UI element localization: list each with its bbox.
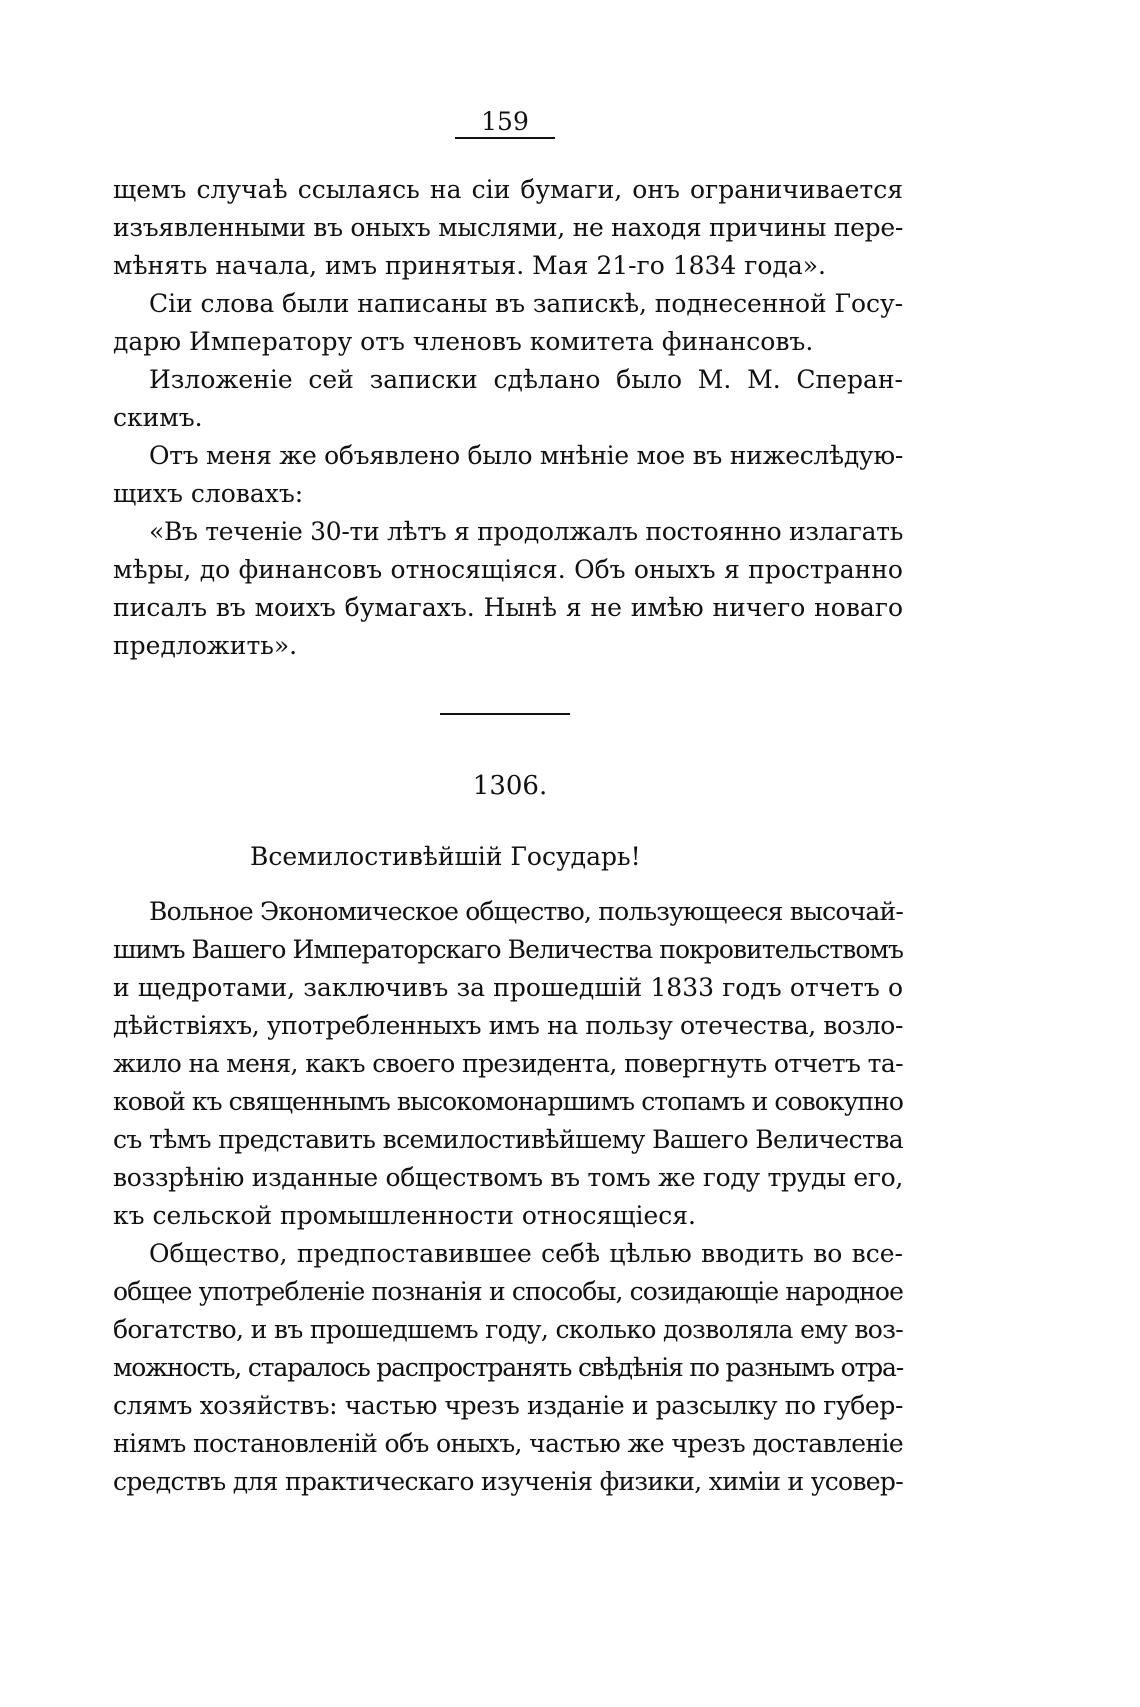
text-line: Отъ меня же объявлено было мнѣніе мое въ нижеслѣдую- <box>149 441 903 470</box>
page-number: 159 <box>481 107 529 136</box>
text-line: общее употребленіе познанія и способы, созидающіе народное <box>113 1277 903 1306</box>
text-line: богатство, и въ прошедшемъ году, сколько дозволяла ему воз- <box>113 1315 903 1344</box>
text-line: дѣйствіяхъ, употребленныхъ имъ на пользу отечества, возло- <box>113 1011 903 1040</box>
text-line: изъявленными въ оныхъ мыслями, не находя причины пере- <box>113 213 903 242</box>
page-number-underline <box>455 137 555 139</box>
text-line: щихъ словахъ: <box>113 479 304 508</box>
text-line: средствъ для практическаго изученія физики, химіи и усовер- <box>113 1467 903 1496</box>
text-line: воззрѣнію изданные обществомъ въ томъ же году труды его, <box>113 1163 903 1192</box>
document-body <box>113 893 903 1501</box>
text-line: ковой къ священнымъ высокомонаршимъ стопамъ и совокупно <box>113 1087 903 1116</box>
text-line: мѣры, до финансовъ относящіяся. Объ оныхъ я пространно <box>113 555 903 584</box>
text-line: предложить». <box>113 631 298 660</box>
text-line: писалъ въ моихъ бумагахъ. Нынѣ я не имѣю ничего новаго <box>113 593 903 622</box>
section-divider <box>440 713 570 715</box>
text-line: Сіи слова были написаны въ запискѣ, поднесенной Госу- <box>149 289 903 318</box>
text-line: и щедротами, заключивъ за прошедшій 1833 годъ отчетъ о <box>113 973 903 1002</box>
text-line: можность, старалось распространять свѣдѣнія по разнымъ отра- <box>113 1353 903 1382</box>
text-line: ніямъ постановленій объ оныхъ, частью же чрезъ доставленіе <box>113 1429 903 1458</box>
text-line: къ сельской промышленности относящіеся. <box>113 1201 696 1230</box>
text-line: шимъ Вашего Императорскаго Величества покровительствомъ <box>113 935 903 964</box>
salutation: Всемилостивѣйшій Государь! <box>250 842 641 871</box>
text-line: щемъ случаѣ ссылаясь на сіи бумаги, онъ ограничивается <box>113 175 903 204</box>
text-line: «Въ теченіе 30-ти лѣтъ я продолжалъ постоянно излагать <box>149 517 903 546</box>
text-line: Изложеніе сей записки сдѣлано было М. М. Сперан- <box>149 365 903 394</box>
previous-document-text <box>113 171 903 665</box>
document-number: 1306. <box>472 771 548 801</box>
text-line: дарю Императору отъ членовъ комитета финансовъ. <box>113 327 814 356</box>
text-line: скимъ. <box>113 403 203 432</box>
text-line: жило на меня, какъ своего президента, повергнуть отчетъ та- <box>113 1049 903 1078</box>
text-line: слямъ хозяйствъ: частью чрезъ изданіе и разсылку по губер- <box>113 1391 903 1420</box>
text-line: съ тѣмъ представить всемилостивѣйшему Вашего Величества <box>113 1125 903 1154</box>
text-line: мѣнять начала, имъ принятыя. Мая 21-го 1834 года». <box>113 251 826 280</box>
text-line: Вольное Экономическое общество, пользующееся высочай- <box>149 897 903 926</box>
text-line: Общество, предпоставившее себѣ цѣлью вводить во все- <box>149 1239 903 1268</box>
